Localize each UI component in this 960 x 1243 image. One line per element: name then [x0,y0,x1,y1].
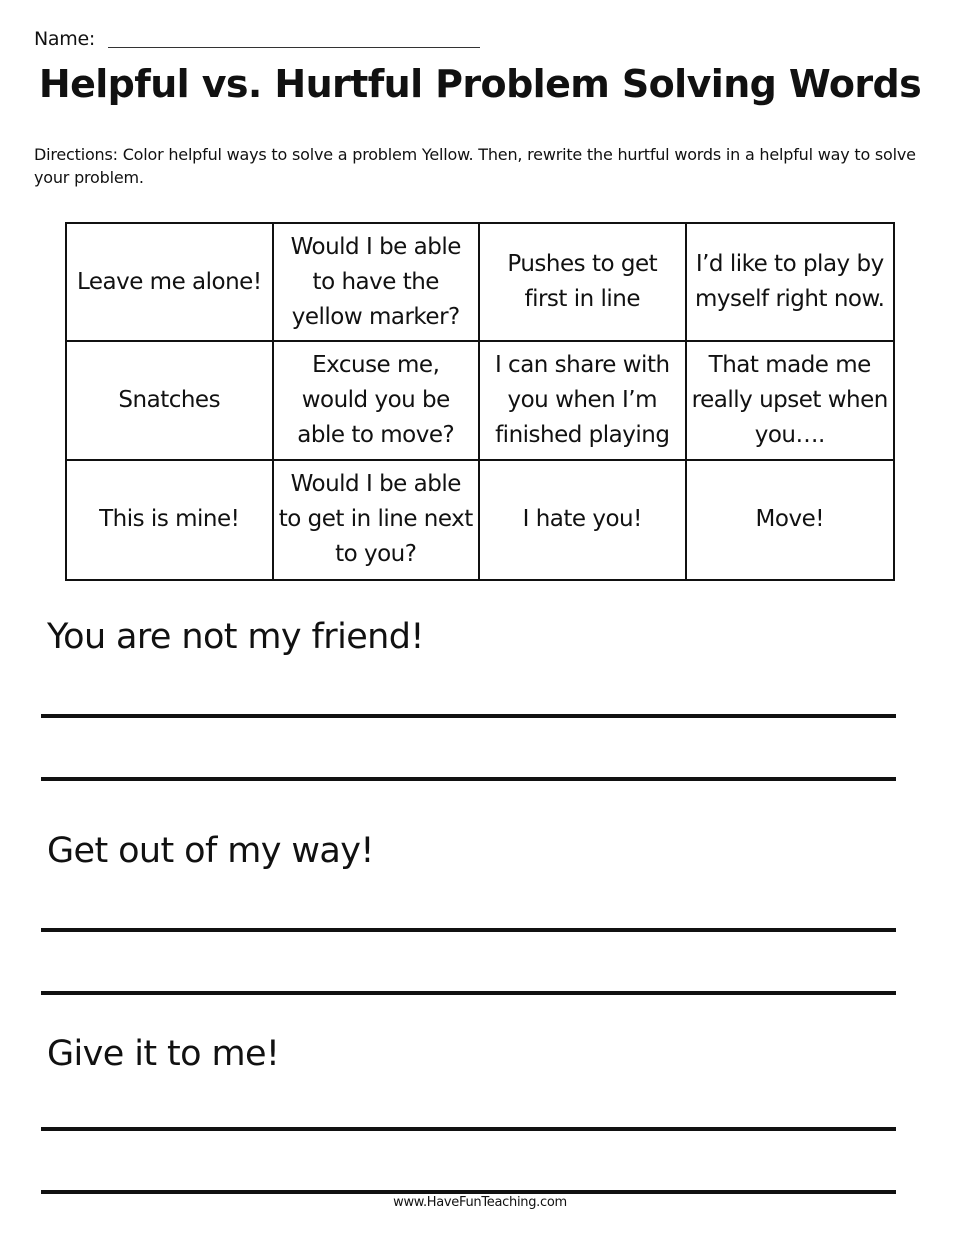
directions-text: Directions: Color helpful ways to solve a problem Yellow. Then, rewrite the hurtful words in a helpful way to solve your problem. [34,145,916,187]
grid-cell[interactable]: I hate you! [480,461,687,579]
worksheet-title: Helpful vs. Hurtful Problem Solving Words [38,62,922,106]
prompt-1: You are not my friend! [47,617,424,657]
answer-line-1b[interactable] [41,777,896,781]
phrase-grid [65,222,895,581]
name-label: Name: [34,28,95,50]
grid-cell[interactable]: Would I be able to have the yellow marker? [274,224,481,342]
name-row [34,28,484,50]
answer-line-2b[interactable] [41,991,896,995]
answer-line-3b[interactable] [41,1190,896,1194]
grid-cell[interactable]: I’d like to play by myself right now. [687,224,894,342]
answer-line-2a[interactable] [41,928,896,932]
prompt-2: Get out of my way! [47,831,374,871]
grid-cell[interactable]: That made me really upset when you…. [687,342,894,460]
grid-cell[interactable]: This is mine! [67,461,274,579]
grid-cell[interactable]: I can share with you when I’m finished playing [480,342,687,460]
name-write-line[interactable] [108,47,480,48]
answer-line-1a[interactable] [41,714,896,718]
grid-cell[interactable]: Leave me alone! [67,224,274,342]
grid-cell[interactable]: Would I be able to get in line next to you? [274,461,481,579]
prompt-3: Give it to me! [47,1034,280,1074]
grid-cell[interactable]: Excuse me, would you be able to move? [274,342,481,460]
grid-cell[interactable]: Pushes to get first in line [480,224,687,342]
grid-cell[interactable]: Snatches [67,342,274,460]
answer-line-3a[interactable] [41,1127,896,1131]
footer-url: www.HaveFunTeaching.com [393,1195,567,1210]
grid-cell[interactable]: Move! [755,506,824,533]
